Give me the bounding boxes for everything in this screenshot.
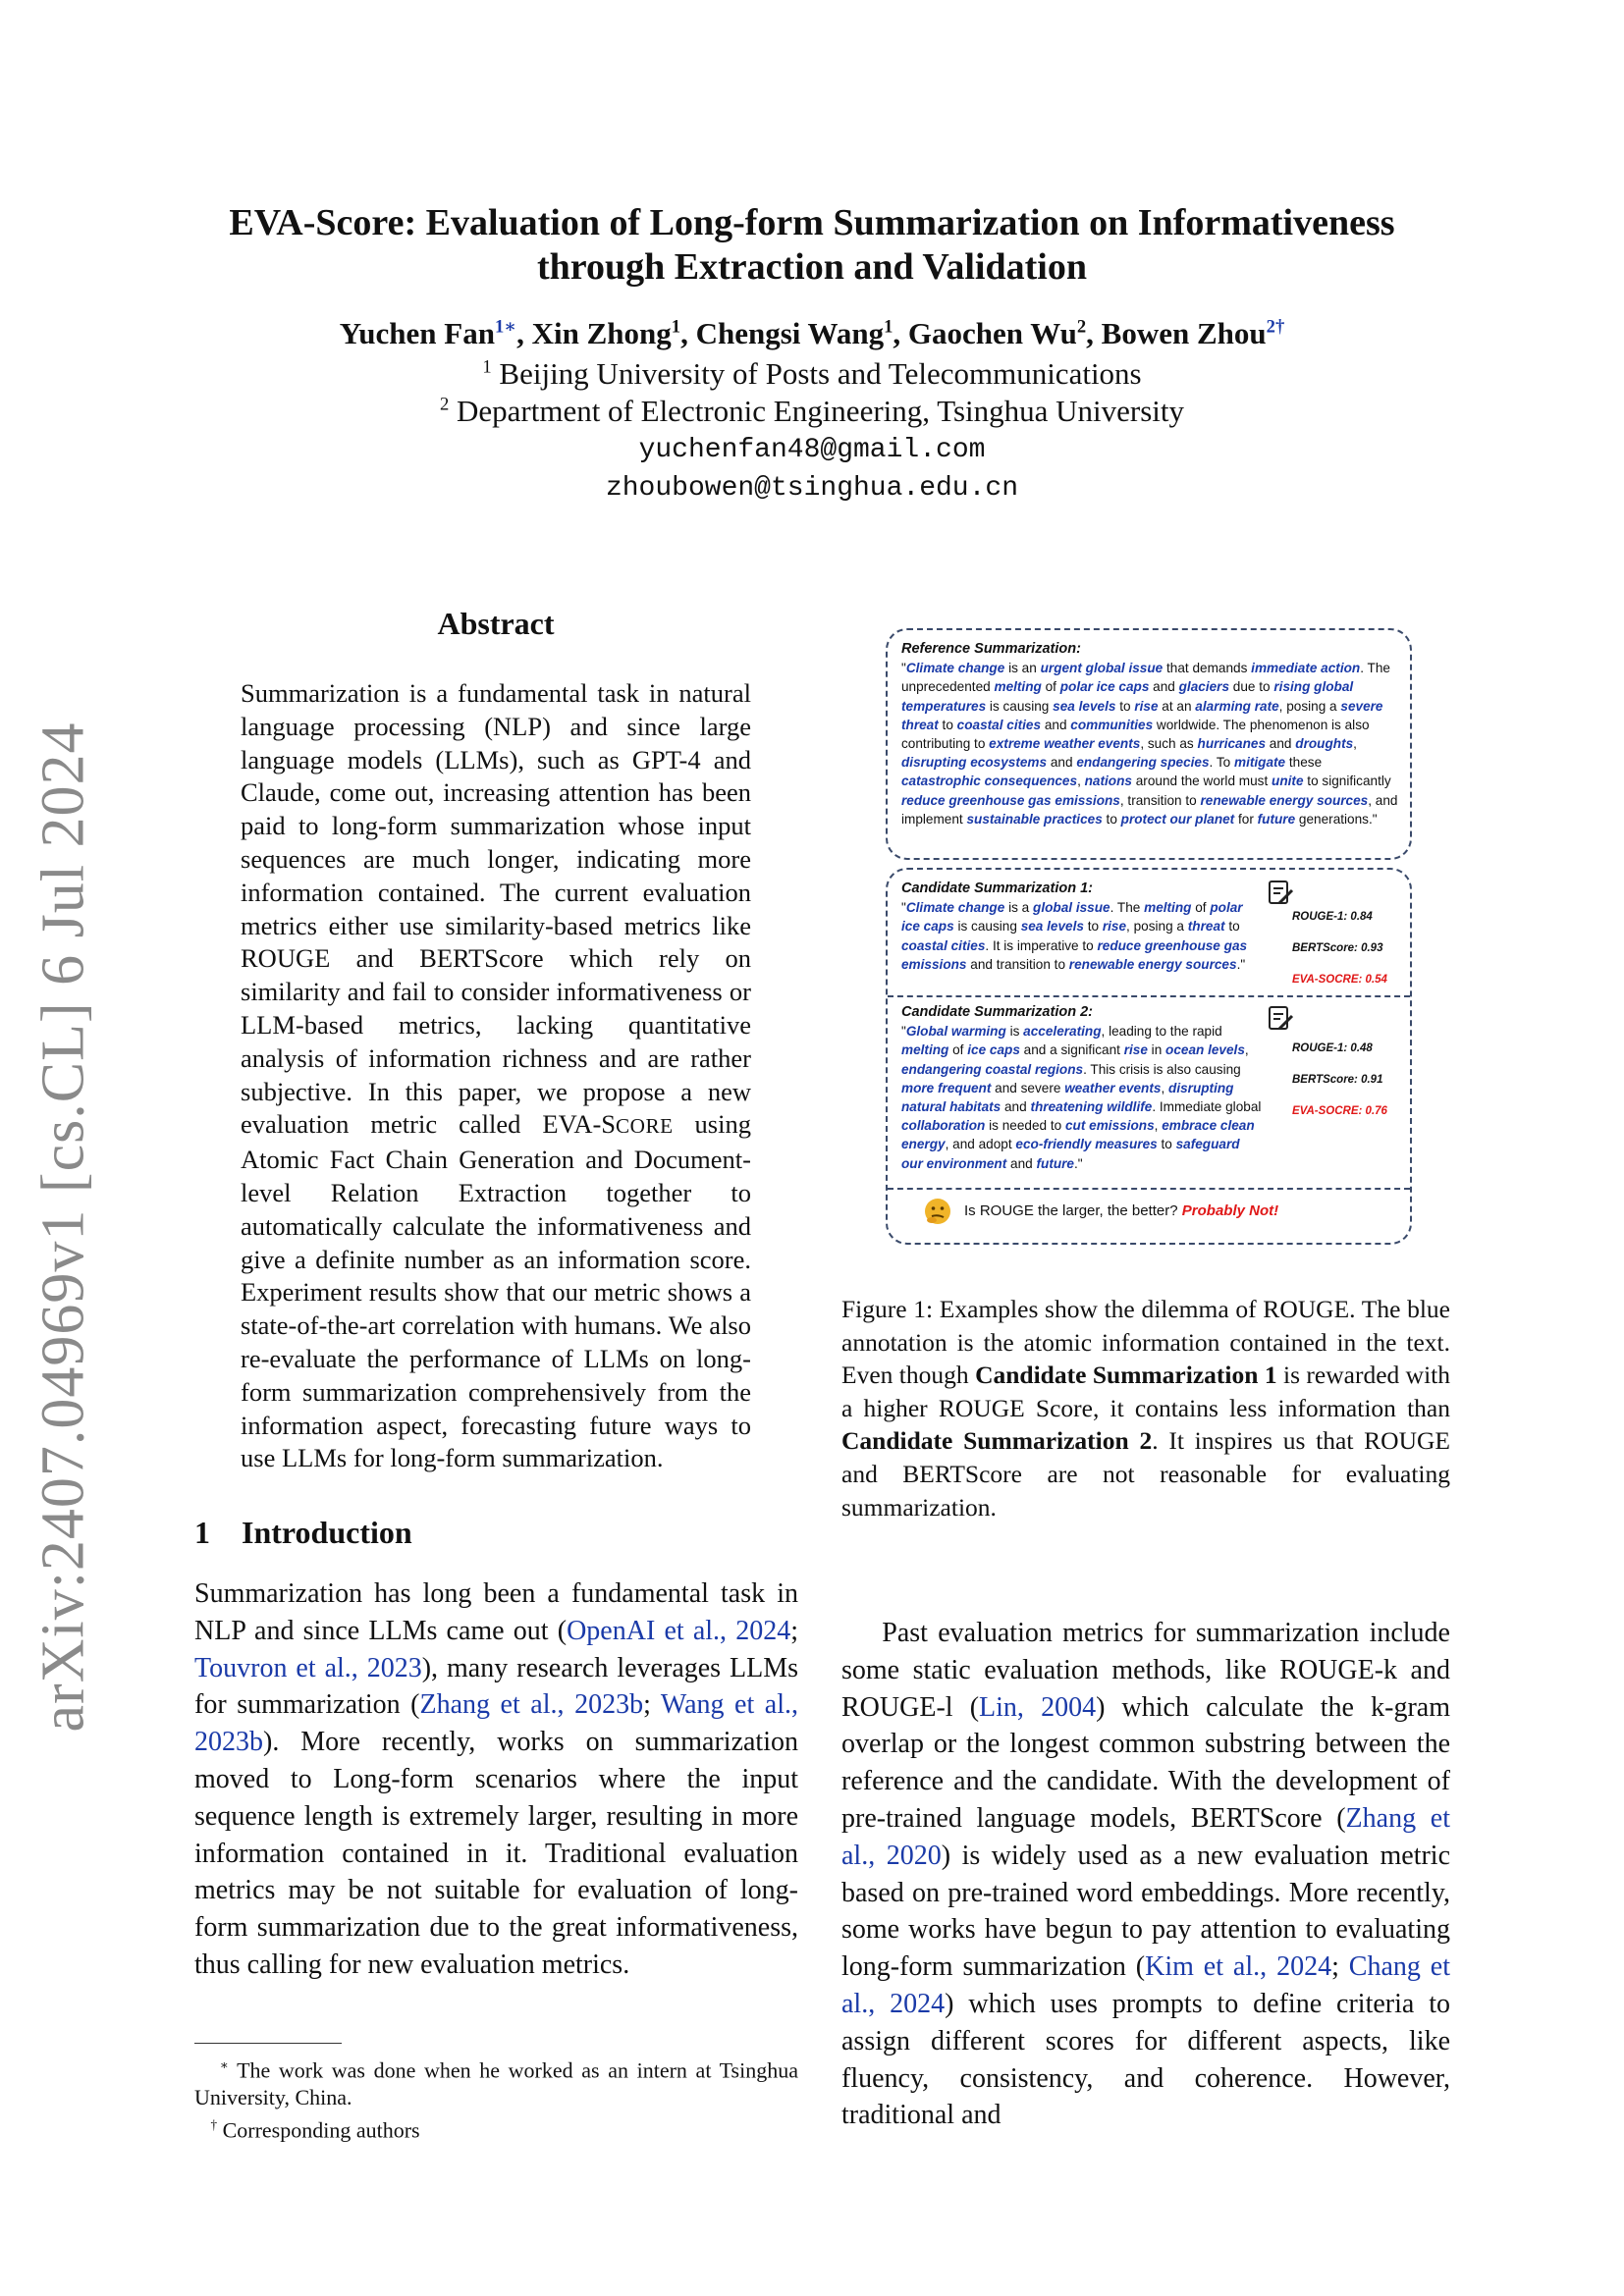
title-line-2: through Extraction and Validation: [537, 246, 1087, 288]
candidate-2-eva-score: EVA-SOCRE: 0.76: [1292, 1105, 1387, 1117]
section-heading-introduction: 1 Introduction: [194, 1515, 412, 1550]
thinking-face-icon: [923, 1197, 952, 1226]
footnote-1: ∗ The work was done when he worked as an intern at Tsinghua University, China.: [194, 2057, 798, 2110]
candidate-2-text: "Global warming is accelerating, leading to the rapid melting of ice caps and a significant rise in ocean levels, endangering coastal regions. This crisis is also causing more frequent and severe weather events, disrupting natural habitats and threatening wildlife. Immediate global collaboration is needed to cut emissions, embrace clean energy, and adopt eco-friendly measures to safeguard our environment and future.": [901, 1024, 1262, 1171]
candidate-2-title: Candidate Summarization 2:: [901, 1004, 1093, 1020]
figure-1: [874, 628, 1424, 1256]
email-2[interactable]: zhoubowen@tsinghua.edu.cn: [605, 473, 1019, 504]
citation-link[interactable]: OpenAI et al., 2024: [567, 1615, 791, 1646]
paper-title: [147, 201, 1477, 290]
footnote-2: † Corresponding authors: [210, 2117, 420, 2143]
candidate-summaries-box: [886, 868, 1412, 1245]
citation-link[interactable]: Lin, 2004: [979, 1691, 1097, 1723]
citation-link[interactable]: Kim et al., 2024: [1145, 1951, 1332, 1983]
candidate-1-text: "Climate change is a global issue. The melting of polar ice caps is causing sea levels to rise, posing a threat to coastal cities. It is imperative to reduce greenhouse gas emissions and transition to renewable energy sources.": [901, 900, 1248, 972]
candidate-1-rouge-score: ROUGE-1: 0.84: [1292, 911, 1373, 923]
abstract-text: Summarization is a fundamental task in natural language processing (NLP) and since large language models (LLMs), such as GPT-4 and Claude, come out, increasing attention has been paid to long-form summarization whose input sequences are much longer, indicating more information contained. The current evaluation metrics either use similarity-based metrics like ROUGE and BERTScore which rely on similarity and fail to consider informativeness or LLM-based metrics, lacking quantitative analysis of information richness and are rather subjective. In this paper, we propose a new evaluation metric called EVA-SCORE using Atomic Fact Chain Generation and Document-level Relation Extraction together to automatically calculate the informativeness and give a definite number as an information score. Experiment results show that our metric shows a state-of-the-art correlation with humans. We also re-evaluate the performance of LLMs on long-form summarization comprehensively from the information aspect, forecasting future ways to use LLMs for long-form summarization.: [241, 678, 751, 1473]
author: Bowen Zhou$^{2\dagger}$: [1101, 316, 1285, 350]
candidate-1-bertscore: BERTScore: 0.93: [1292, 942, 1383, 954]
introduction-text: Summarization has long been a fundamental task in NLP and since LLMs came out (OpenAI et al., 2024; Touvron et al., 2023), many research leverages LLMs for summarization (Zhang et al., 2023b; Wang et al., 2023b). More recently, works on summarization moved to Long-form scenarios where the input sequence length is extremely larger, resulting in more information contained in it. Traditional evaluation metrics may be not suitable for evaluation of long-form summarization due to the great informativeness, thus calling for new evaluation metrics.: [194, 1578, 799, 1980]
column-2-text: Past evaluation metrics for summarization include some static evaluation methods, like ROUGE-k and ROUGE-l (Lin, 2004) which calculate the k-gram overlap or the longest common substring between the reference and the candidate. With the development of pre-trained language models, BERTScore (Zhang et al., 2020) is widely used as a new evaluation metric based on pre-trained word embeddings. More recently, some works have begun to pay attention to evaluating long-form summarization (Kim et al., 2024; Chang et al., 2024) which uses prompts to define criteria to assign different scores for different aspects, like fluency, consistency, and coherence. However, traditional and: [841, 1618, 1451, 2131]
candidate-2-rouge-score: ROUGE-1: 0.48: [1292, 1042, 1373, 1054]
citation-link[interactable]: Wang et al., 2023b: [194, 1689, 799, 1758]
divider: [888, 1188, 1410, 1190]
email-1[interactable]: yuchenfan48@gmail.com: [638, 435, 986, 465]
author: Gaochen Wu$^2$: [907, 316, 1087, 350]
abstract-heading: Abstract: [437, 606, 555, 641]
candidate-1-eva-score: EVA-SOCRE: 0.54: [1292, 974, 1387, 986]
citation-link[interactable]: Chang et al., 2024: [841, 1951, 1451, 2019]
footnote-rule: [194, 2043, 342, 2044]
citation-link[interactable]: Zhang et al., 2023b: [419, 1689, 644, 1721]
candidate-1-title: Candidate Summarization 1:: [901, 881, 1093, 896]
affiliation-1: $^1$ Beijing University of Posts and Telecommunications: [482, 356, 1142, 391]
author: Chengsi Wang$^1$: [695, 316, 893, 350]
notepad-pencil-icon: [1266, 1003, 1295, 1033]
author: Xin Zhong$^1$: [531, 316, 681, 350]
title-line-1: EVA-Score: Evaluation of Long-form Summarization on Informativeness: [229, 202, 1395, 243]
divider: [888, 995, 1410, 997]
candidate-2-bertscore: BERTScore: 0.91: [1292, 1074, 1383, 1086]
notepad-pencil-icon: [1266, 878, 1295, 907]
figure-1-caption: Figure 1: Examples show the dilemma of ROUGE. The blue annotation is the atomic information contained in the text. Even though Candidate Summarization 1 is rewarded with a higher ROUGE Score, it contains less information than Candidate Summarization 2. It inspires us that ROUGE and BERTScore are not reasonable for evaluating summarization.: [841, 1295, 1451, 1522]
arxiv-identifier: [20, 721, 108, 1733]
affiliation-2: $^2$ Department of Electronic Engineering, Tsinghua University: [439, 394, 1185, 428]
rouge-question: Is ROUGE the larger, the better? Probably Not!: [964, 1202, 1279, 1219]
citation-link[interactable]: Touvron et al., 2023: [194, 1652, 422, 1683]
reference-summary-box: [886, 628, 1412, 860]
arxiv-id-text: arXiv:2407.04969v1 [cs.CL] 6 Jul 2024: [29, 721, 97, 1733]
reference-summary-text: "Climate change is an urgent global issue that demands immediate action. The unprecedented melting of polar ice caps and glaciers due to rising global temperatures is causing sea levels to rise at an alarming rate, posing a severe threat to coastal cities and communities worldwide. The phenomenon is also contributing to extreme weather events, such as hurricanes and droughts, disrupting ecosystems and endangering species. To mitigate these catastrophic consequences, nations around the world must unite to significantly reduce greenhouse gas emissions, transition to renewable energy sources, and implement sustainable practices to protect our planet for future generations.": [901, 661, 1398, 827]
author-list: Yuchen Fan$^{1∗}$, Xin Zhong$^1$, Chengsi Wang$^1$, Gaochen Wu$^2$, Bowen Zhou$^{2\dagger}$: [339, 316, 1285, 350]
reference-summary-title: Reference Summarization:: [901, 641, 1081, 657]
footnotes: [194, 2052, 798, 2145]
citation-link[interactable]: Zhang et al., 2020: [841, 1802, 1450, 1871]
author: Yuchen Fan$^{1∗}$: [339, 316, 517, 350]
